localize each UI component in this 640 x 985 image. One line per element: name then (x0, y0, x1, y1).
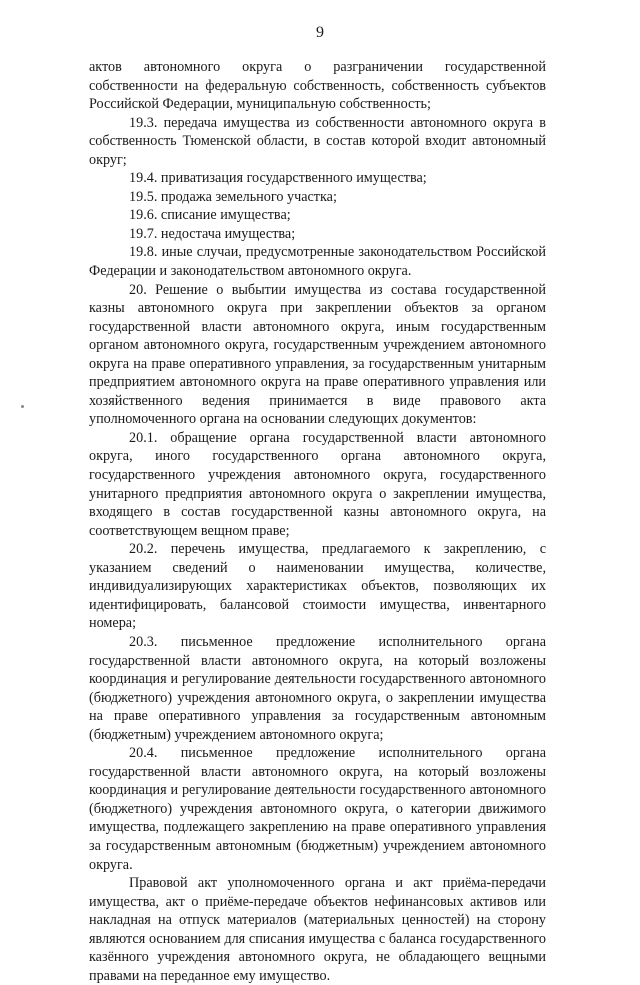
paragraph-19-6: 19.6. списание имущества; (129, 207, 291, 224)
scan-speck (21, 405, 24, 408)
paragraph-continuation: актов автономного округа о разграничении государственной собственности на федеральную собственность, собственность субъектов Российской Федерации, муниципальную собственность; (89, 59, 546, 113)
page-number: 9 (316, 24, 324, 41)
paragraph-19-7: 19.7. недостача имущества; (129, 225, 296, 242)
paragraph-19-3: 19.3. передача имущества из собственности автономного округа в собственность Тюменской области, в состав которой входит автономный округ; (89, 114, 546, 168)
paragraph-19-4: 19.4. приватизация государственного имущества; (129, 170, 427, 187)
paragraph-20-2: 20.2. перечень имущества, предлагаемого к закреплению, с указанием сведений о наименовании имущества, количестве, индивидуализирующих характеристиках объектов, позволяющих их идентифицировать, балансовой стоимости имущества, инвентарного номера; (89, 541, 546, 632)
document-body (89, 58, 546, 985)
paragraph-final: Правовой акт уполномоченного органа и акт приёма-передачи имущества, акт о приёме-передаче объектов нефинансовых активов или накладная на отпуск материалов (материальных ценностей) на сторону являются основанием для списания имущества с баланса государственного казённого учреждения автономного округа, не обладающего вещными правами на переданное ему имущество. (89, 875, 546, 984)
paragraph-20-1: 20.1. обращение органа государственной власти автономного округа, иного государственного органа автономного округа, государственного учреждения автономного округа, государственного унитарного предприятия автономного округа о закреплении имущества, входящего в состав государственной казны автономного округа, на соответствующем вещном праве; (89, 429, 546, 539)
paragraph-19-5: 19.5. продажа земельного участка; (129, 188, 337, 205)
paragraph-19-8: 19.8. иные случаи, предусмотренные законодательством Российской Федерации и законодательством автономного округа. (89, 244, 546, 280)
paragraph-20-3: 20.3. письменное предложение исполнительного органа государственной власти автономного округа, на который возложены координация и регулирование деятельности государственного автономного (бюджетного) учреждения автономного округа, о закреплении имущества на праве оперативного управления за государственным автономным (бюджетным) учреждением автономного округа; (89, 633, 546, 743)
paragraph-20-4: 20.4. письменное предложение исполнительного органа государственной власти автономного округа, на который возложены координация и регулирование деятельности государственного автономного (бюджетного) учреждения автономного округа, о категории движимого имущества, подлежащего закреплению на праве оперативного управления за государственным автономным (бюджетным) учреждением автономного округа. (89, 745, 546, 873)
paragraph-20: 20. Решение о выбытии имущества из состава государственной казны автономного округа при закреплении объектов за органом государственной власти автономного округа, иным государственным органом автономного округа, государственным учреждением автономного округа на праве оперативного управления, за государственным унитарным предприятием автономного округа на праве оперативного управления или хозяйственного ведения принимается в виде правового акта уполномоченного органа на основании следующих документов: (89, 281, 546, 428)
